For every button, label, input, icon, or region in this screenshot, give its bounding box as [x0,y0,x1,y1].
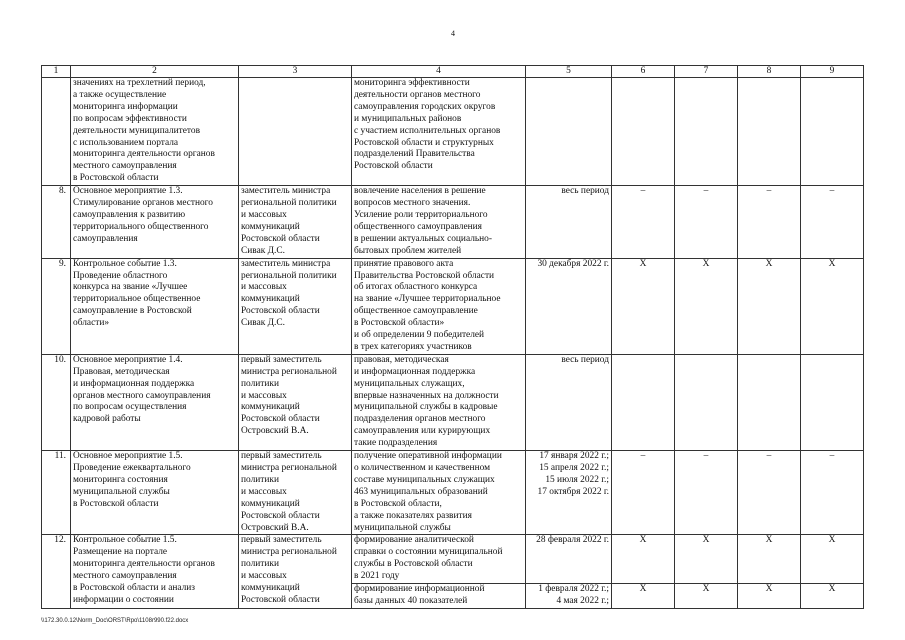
cell-line: подразделения органов местного [354,414,486,425]
cell-line: самоуправления или курирующих [354,426,491,437]
cell-line: муниципальных служащих, [354,378,465,389]
table-row [42,535,864,584]
cell-line: Ростовской области [241,306,320,317]
cell-line: такие подразделения [354,438,438,449]
responsible-person [239,451,352,535]
table-row [42,258,864,354]
cell-line: политики [241,559,279,570]
cell-line: формирование аналитической [354,535,474,546]
table-row [42,186,864,258]
activity-name [71,78,239,186]
cell-line: получение оперативной информации [354,451,502,462]
cell-line: территориальное общественное [73,294,201,305]
header-cell: 1 [42,66,71,78]
cell-line: с использованием портала [73,137,179,148]
cell-line: Основное мероприятие 1.5. [73,451,183,462]
activity-name [71,535,239,608]
year-mark-c6: X [612,535,675,584]
page-number: 4 [451,29,455,38]
cell-line: муниципальной службы [73,486,170,497]
cell-line: самоуправления городских округов [354,101,496,112]
cell-line: принятие правового акта [354,258,454,269]
year-mark-c7: – [675,451,738,535]
deadline [526,354,612,450]
cell-line: 463 муниципальных образований [354,486,488,497]
cell-line: Основное мероприятие 1.3. [73,186,183,197]
cell-line: мониторинга состояния [73,474,168,485]
cell-line: Ростовской области [241,594,320,605]
cell-line: деятельности органов местного [354,89,481,100]
cell-line: мониторинга деятельности органов [73,149,215,160]
cell-line: 15 апреля 2022 г.; [539,463,609,473]
year-mark-c6 [612,78,675,186]
cell-line: Размещение на портале [73,547,168,558]
cell-line: самоуправление в Ростовской [73,306,192,317]
year-mark-c9: – [801,186,864,258]
cell-line: коммуникаций [241,294,300,305]
header-cell: 3 [239,66,352,78]
cell-line: мониторинга деятельности органов [73,559,215,570]
cell-line: Сивак Д.С. [241,318,285,329]
year-mark-c6: X [612,258,675,354]
expected-result [352,535,526,584]
cell-line: Проведение ежеквартального [73,463,191,473]
cell-line: муниципальной службы в кадровые [354,402,498,413]
year-mark-c7: X [675,535,738,584]
row-number: 11. [42,451,71,535]
cell-line: Сивак Д.С. [241,245,285,256]
responsible-person [239,78,352,186]
cell-line: 30 декабря 2022 г. [537,258,609,269]
cell-line: общественного самоуправления [354,221,482,232]
activity-name [71,451,239,535]
cell-line: коммуникаций [241,221,300,232]
cell-line: 28 февраля 2022 г. [536,535,609,546]
table-header-row [42,66,864,78]
cell-line: в Ростовской области [73,498,159,509]
cell-line: а также осуществление [73,89,167,100]
cell-line: Основное мероприятие 1.4. [73,354,183,365]
row-number: 9. [42,258,71,354]
cell-line: самоуправления [73,233,138,244]
cell-line: в Ростовской области, [354,498,442,509]
cell-line: политики [241,378,279,389]
cell-line: региональной политики [241,198,337,209]
cell-line: справки о состоянии муниципальной [354,547,503,558]
cell-line: Проведение областного [73,270,168,281]
cell-line: вопросов местного значения. [354,198,471,209]
year-mark-c7: X [675,584,738,609]
header-cell: 9 [801,66,864,78]
cell-line: в Ростовской области и анализ [73,583,196,594]
year-mark-c8 [738,354,801,450]
cell-line: Островский В.А. [241,522,309,533]
header-cell: 4 [352,66,526,78]
cell-line: первый заместитель [241,451,322,462]
cell-line: и об определении 9 победителей [354,330,485,341]
cell-line: мониторинга информации [73,101,178,112]
activity-name [71,354,239,450]
year-mark-c6: – [612,451,675,535]
cell-line: на звание «Лучшее территориальное [354,294,501,305]
year-mark-c6 [612,354,675,450]
cell-line: и массовых [241,390,287,401]
header-cell: 8 [738,66,801,78]
cell-line: территориального общественного [73,221,209,232]
cell-line: в решении актуальных социально- [354,233,492,244]
cell-line: 1 февраля 2022 г.; [538,584,609,595]
row-number: 12. [42,535,71,608]
year-mark-c8: – [738,451,801,535]
cell-line: Правовая, методическая [73,366,170,377]
cell-line: составе муниципальных служащих [354,474,495,485]
cell-line: о количественном и качественном [354,463,491,473]
year-mark-c8: X [738,584,801,609]
header-cell: 5 [526,66,612,78]
expected-result [352,186,526,258]
header-cell: 2 [71,66,239,78]
year-mark-c8: – [738,186,801,258]
cell-line: общественное самоуправление [354,306,478,317]
cell-line: первый заместитель [241,354,322,365]
cell-line: Контрольное событие 1.3. [73,258,177,269]
responsible-person [239,354,352,450]
year-mark-c6: – [612,186,675,258]
cell-line: впервые назначенных на должности [354,390,499,401]
row-number: 8. [42,186,71,258]
cell-line: Стимулирование органов местного [73,198,213,209]
cell-line: вовлечение населения в решение [354,186,486,197]
cell-line: и массовых [241,486,287,497]
cell-line: самоуправления к развитию [73,209,186,220]
year-mark-c8: X [738,258,801,354]
year-mark-c7 [675,78,738,186]
cell-line: местного самоуправления [73,571,177,582]
cell-line: органов местного самоуправления [73,390,211,401]
cell-line: местного самоуправления [73,161,177,172]
cell-line: Островский В.А. [241,426,309,437]
cell-line: Ростовской области [354,161,433,172]
cell-line: подразделений Правительства [354,149,475,160]
year-mark-c8: X [738,535,801,584]
cell-line: министра региональной [241,547,337,558]
year-mark-c9 [801,78,864,186]
cell-line: с участием исполнительных органов [354,125,501,136]
plan-table [41,65,864,609]
responsible-person [239,258,352,354]
deadline [526,584,612,609]
cell-line: по вопросам эффективности [73,113,187,124]
cell-line: и информационная поддержка [354,366,476,377]
cell-line: Ростовской области [241,233,320,244]
row-number: 10. [42,354,71,450]
cell-line: в трех категориях участников [354,341,472,352]
cell-line: конкурса на звание «Лучшее [73,282,188,293]
cell-line: значениях на трехлетний период, [73,78,206,88]
expected-result [352,258,526,354]
table-row [42,78,864,186]
cell-line: и муниципальных районов [354,113,462,124]
cell-line: и массовых [241,571,287,582]
header-cell: 6 [612,66,675,78]
year-mark-c6: X [612,584,675,609]
deadline [526,78,612,186]
cell-line: Ростовской области [241,510,320,521]
year-mark-c9: X [801,584,864,609]
cell-line: 17 октября 2022 г. [537,486,609,497]
cell-line: Ростовской области [241,414,320,425]
cell-line: коммуникаций [241,583,300,594]
deadline [526,535,612,584]
year-mark-c7: – [675,186,738,258]
cell-line: 15 июля 2022 г.; [545,474,609,485]
responsible-person [239,186,352,258]
cell-line: мониторинга эффективности [354,78,470,88]
table-row [42,354,864,450]
cell-line: деятельности муниципалитетов [73,125,201,136]
cell-line: 4 мая 2022 г.; [556,595,609,606]
cell-line: региональной политики [241,270,337,281]
cell-line: коммуникаций [241,498,300,509]
year-mark-c9: – [801,451,864,535]
cell-line: и массовых [241,282,287,293]
year-mark-c8 [738,78,801,186]
cell-line: коммуникаций [241,402,300,413]
expected-result [352,451,526,535]
cell-line: весь период [561,186,609,197]
file-path: \\172.30.0.12\Norm_Doc\ORST\Rpo\1108r990.f22.docx [41,618,189,624]
expected-result [352,354,526,450]
cell-line: Усиление роли территориального [354,209,488,220]
row-number [42,78,71,186]
year-mark-c9 [801,354,864,450]
deadline [526,186,612,258]
cell-line: кадровой работы [73,414,141,425]
cell-line: базы данных 40 показателей [354,595,468,606]
cell-line: Правительства Ростовской области [354,270,495,281]
deadline [526,451,612,535]
deadline [526,258,612,354]
cell-line: министра региональной [241,366,337,377]
cell-line: а также показателях развития [354,510,472,521]
cell-line: первый заместитель [241,535,322,546]
cell-line: бытовых проблем жителей [354,245,462,256]
year-mark-c9: X [801,258,864,354]
header-cell: 7 [675,66,738,78]
year-mark-c7: X [675,258,738,354]
expected-result [352,78,526,186]
cell-line: в Ростовской области [73,173,159,184]
cell-line: формирование информационной [354,584,485,595]
table-row [42,451,864,535]
cell-line: службы в Ростовской области [354,559,473,570]
cell-line: и информационная поддержка [73,378,195,389]
cell-line: заместитель министра [241,186,331,197]
cell-line: заместитель министра [241,258,331,269]
expected-result [352,584,526,609]
activity-name [71,258,239,354]
cell-line: 17 января 2022 г.; [539,451,609,462]
cell-line: политики [241,474,279,485]
cell-line: муниципальной службы [354,522,451,533]
activity-name [71,186,239,258]
cell-line: информации о состоянии [73,594,174,605]
cell-line: по вопросам осуществления [73,402,187,413]
cell-line: правовая, методическая [354,354,449,365]
cell-line: об итогах областного конкурса [354,282,478,293]
cell-line: и массовых [241,209,287,220]
cell-line: Ростовской области и структурных [354,137,494,148]
cell-line: весь период [561,354,609,365]
cell-line: в Ростовской области» [354,318,445,329]
responsible-person [239,535,352,608]
year-mark-c7 [675,354,738,450]
cell-line: министра региональной [241,463,337,473]
cell-line: Контрольное событие 1.5. [73,535,177,546]
cell-line: в 2021 году [354,571,400,582]
cell-line: области» [73,318,110,329]
year-mark-c9: X [801,535,864,584]
